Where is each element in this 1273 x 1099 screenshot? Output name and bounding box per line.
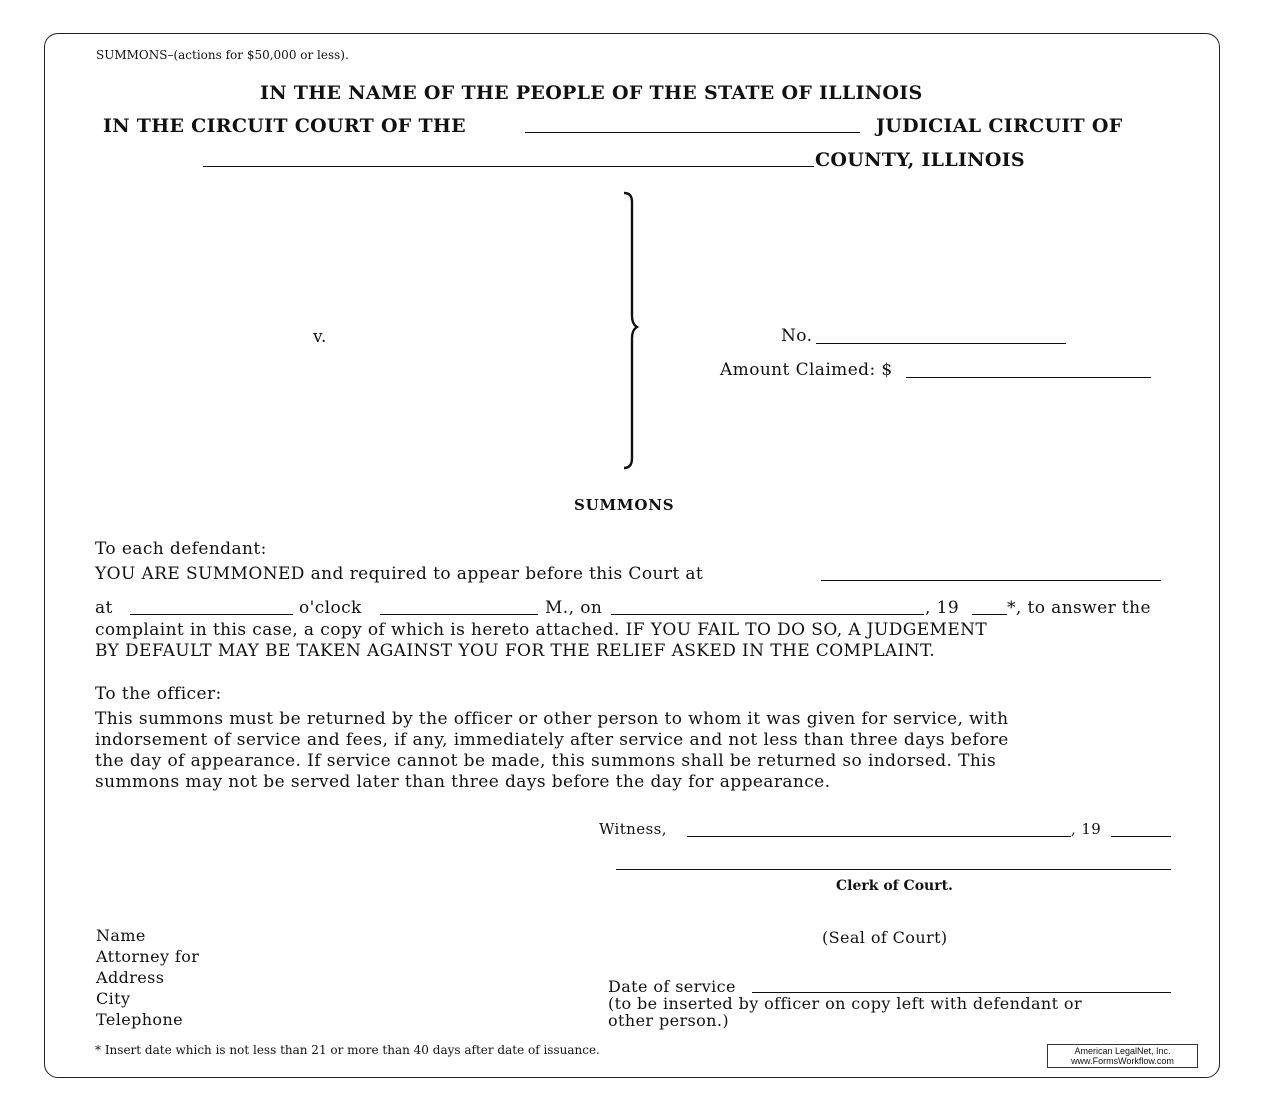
- versus-label: v.: [313, 327, 327, 347]
- seal-label: (Seal of Court): [822, 928, 948, 947]
- attorney-address-label: Address: [96, 968, 165, 987]
- officer-line: This summons must be returned by the officer or other person to whom it was given for service, with: [95, 709, 1009, 729]
- attorney-for-label: Attorney for: [96, 947, 200, 966]
- service-note-line-1: (to be inserted by officer on copy left with defendant or: [608, 994, 1083, 1013]
- publisher-logo: [1047, 1044, 1198, 1068]
- witness-year-field[interactable]: [1111, 836, 1171, 837]
- summoned-text: YOU ARE SUMMONED and required to appear before this Court at: [95, 564, 704, 584]
- answer-tail: *, to answer the: [1007, 598, 1151, 618]
- am-pm-field[interactable]: [380, 614, 538, 615]
- officer-salutation: To the officer:: [95, 684, 222, 704]
- m-on-label: M., on: [545, 598, 603, 618]
- judicial-circuit-field[interactable]: [525, 132, 860, 133]
- header-line-2-prefix: IN THE CIRCUIT COURT OF THE: [103, 115, 466, 137]
- publisher-url: www.FormsWorkflow.com: [1071, 1056, 1174, 1066]
- footnote: * Insert date which is not less than 21 or more than 40 days after date of issuance.: [95, 1043, 600, 1057]
- appearance-date-field[interactable]: [611, 614, 924, 615]
- witness-date-field[interactable]: [687, 836, 1071, 837]
- attorney-telephone-label: Telephone: [96, 1010, 184, 1029]
- caption-brace: [618, 190, 642, 472]
- officer-line: the day of appearance. If service cannot be made, this summons shall be returned so indorsed. This: [95, 751, 997, 771]
- county-field[interactable]: [203, 166, 814, 167]
- officer-line: indorsement of service and fees, if any, immediately after service and not less than three days before: [95, 730, 1009, 750]
- case-number-label: No.: [781, 326, 813, 346]
- date-of-service-field[interactable]: [752, 992, 1171, 993]
- attorney-name-label: Name: [96, 926, 146, 945]
- publisher-name: American LegalNet, Inc.: [1074, 1046, 1171, 1056]
- defendant-line-2: complaint in this case, a copy of which is hereto attached. IF YOU FAIL TO DO SO, A JUDGEMENT: [95, 620, 988, 640]
- header-line-3-suffix: COUNTY, ILLINOIS: [815, 149, 1025, 171]
- defendant-line-3: BY DEFAULT MAY BE TAKEN AGAINST YOU FOR THE RELIEF ASKED IN THE COMPLAINT.: [95, 641, 935, 661]
- clerk-signature-line[interactable]: [616, 869, 1171, 870]
- header-line-2-suffix: JUDICIAL CIRCUIT OF: [876, 115, 1123, 137]
- document-title: SUMMONS: [574, 496, 675, 514]
- case-number-field[interactable]: [816, 343, 1066, 344]
- hour-field[interactable]: [130, 614, 293, 615]
- date-of-service-label: Date of service: [608, 977, 736, 996]
- officer-line: summons may not be served later than three days before the day for appearance.: [95, 772, 831, 792]
- year-field[interactable]: [972, 614, 1007, 615]
- court-location-field[interactable]: [821, 580, 1161, 581]
- oclock-label: o'clock: [299, 598, 362, 618]
- year-label: , 19: [925, 598, 960, 618]
- witness-year-label: , 19: [1071, 820, 1102, 838]
- amount-claimed-label: Amount Claimed: $: [720, 360, 893, 380]
- service-note-line-2: other person.): [608, 1011, 730, 1030]
- at-label: at: [95, 598, 113, 618]
- header-line-1: IN THE NAME OF THE PEOPLE OF THE STATE OF ILLINOIS: [260, 82, 923, 104]
- attorney-city-label: City: [96, 989, 131, 1008]
- amount-claimed-field[interactable]: [906, 377, 1151, 378]
- form-label: SUMMONS–(actions for $50,000 or less).: [96, 48, 349, 62]
- clerk-label: Clerk of Court.: [836, 878, 953, 894]
- defendant-salutation: To each defendant:: [95, 539, 267, 559]
- witness-label: Witness,: [599, 820, 667, 838]
